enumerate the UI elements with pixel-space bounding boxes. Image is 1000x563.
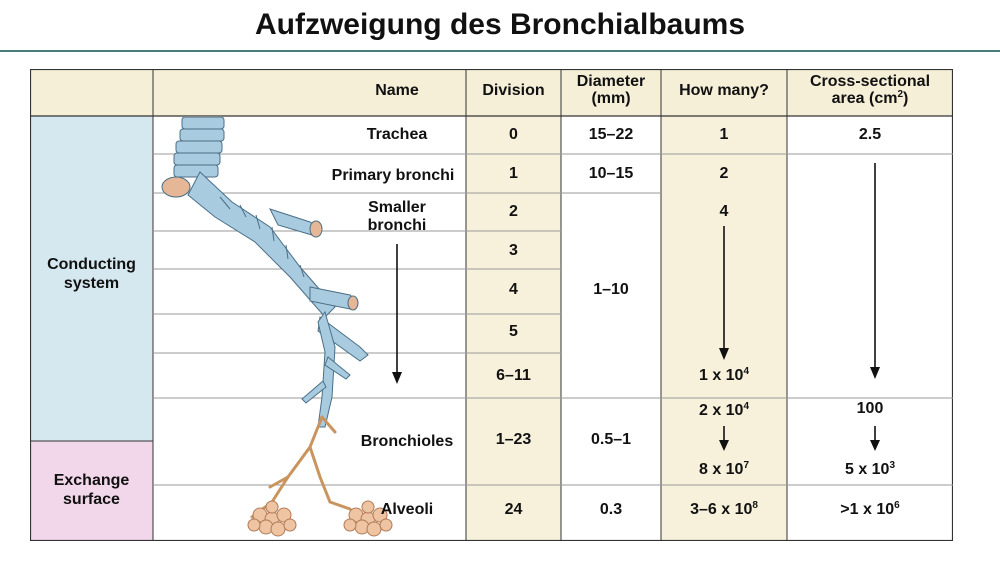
count-primary: 2 (719, 165, 729, 182)
count-alveoli (661, 501, 787, 519)
division-primary: 1 (509, 165, 518, 182)
header-area-close: ) (903, 90, 909, 107)
area-trachea: 2.5 (858, 126, 882, 143)
bronchial-tree-table (30, 69, 953, 541)
zone-conducting-system: Conducting system (47, 256, 136, 292)
area-down-arrow-1 (868, 163, 882, 381)
header-diameter: Diameter (mm) (576, 73, 646, 107)
zone-exchange-surface: Exchange surface (53, 472, 130, 508)
header-cross-sectional-area (787, 73, 953, 107)
area-bronchioles-top: 100 (856, 400, 884, 417)
area-alveoli (787, 501, 953, 519)
area-bronchioles-bottom-base: 5 x 10 (844, 461, 890, 478)
page-title: Aufzweigung des Bronchialbaums (254, 8, 746, 41)
division-3: 3 (509, 242, 518, 259)
count-down-arrow-2 (717, 426, 731, 452)
count-smaller-bottom (661, 367, 787, 385)
header-name: Name (375, 82, 419, 99)
name-alveoli: Alveoli (380, 501, 434, 518)
division-bronchioles: 1–23 (495, 431, 532, 448)
diameter-bronchioles: 0.5–1 (590, 431, 632, 448)
count-bronchioles-bottom-base: 8 x 10 (698, 461, 744, 478)
division-6-11: 6–11 (496, 367, 531, 384)
name-bronchioles: Bronchioles (360, 433, 454, 450)
title-divider (0, 50, 1000, 52)
header-area-sup: 2 (897, 89, 904, 100)
diameter-primary: 10–15 (588, 165, 634, 182)
name-trachea: Trachea (366, 126, 428, 143)
count-alveoli-base: 3–6 x 10 (690, 501, 753, 518)
count-down-arrow-1 (717, 226, 731, 362)
count-bronchioles-bottom-exp: 7 (743, 460, 750, 471)
diameter-alveoli: 0.3 (599, 501, 623, 518)
header-division: Division (482, 82, 545, 99)
header-area-line2: area (cm (831, 90, 898, 107)
count-smaller-top: 4 (719, 203, 729, 220)
count-bronchioles-bottom (661, 461, 787, 479)
count-bronchioles-top-exp: 4 (743, 401, 750, 412)
area-bronchioles-bottom-exp: 3 (889, 460, 896, 471)
count-trachea: 1 (719, 126, 729, 143)
area-bronchioles-bottom (787, 461, 953, 479)
count-bronchioles-top-base: 2 x 10 (698, 402, 744, 419)
name-smaller-line1: Smaller (368, 199, 426, 216)
count-smaller-bottom-base: 1 x 10 (698, 367, 744, 384)
name-smaller-bronchi (330, 199, 464, 235)
division-5: 5 (509, 323, 518, 340)
name-primary-bronchi: Primary bronchi (331, 167, 455, 184)
diameter-smaller: 1–10 (593, 281, 629, 298)
area-alveoli-exp: 6 (894, 500, 900, 511)
count-bronchioles-top (661, 402, 787, 420)
area-down-arrow-2 (868, 426, 882, 452)
division-4: 4 (509, 281, 518, 298)
division-alveoli: 24 (504, 501, 523, 518)
header-area-line1: Cross-sectional (809, 73, 931, 90)
name-smaller-line2: bronchi (367, 217, 427, 234)
name-down-arrow (390, 244, 404, 386)
division-trachea: 0 (509, 126, 518, 143)
count-alveoli-exp: 8 (752, 500, 758, 511)
count-smaller-bottom-exp: 4 (743, 366, 750, 377)
area-alveoli-base: >1 x 10 (840, 501, 895, 518)
division-2: 2 (509, 203, 518, 220)
header-how-many: How many? (679, 82, 769, 99)
diameter-trachea: 15–22 (588, 126, 634, 143)
